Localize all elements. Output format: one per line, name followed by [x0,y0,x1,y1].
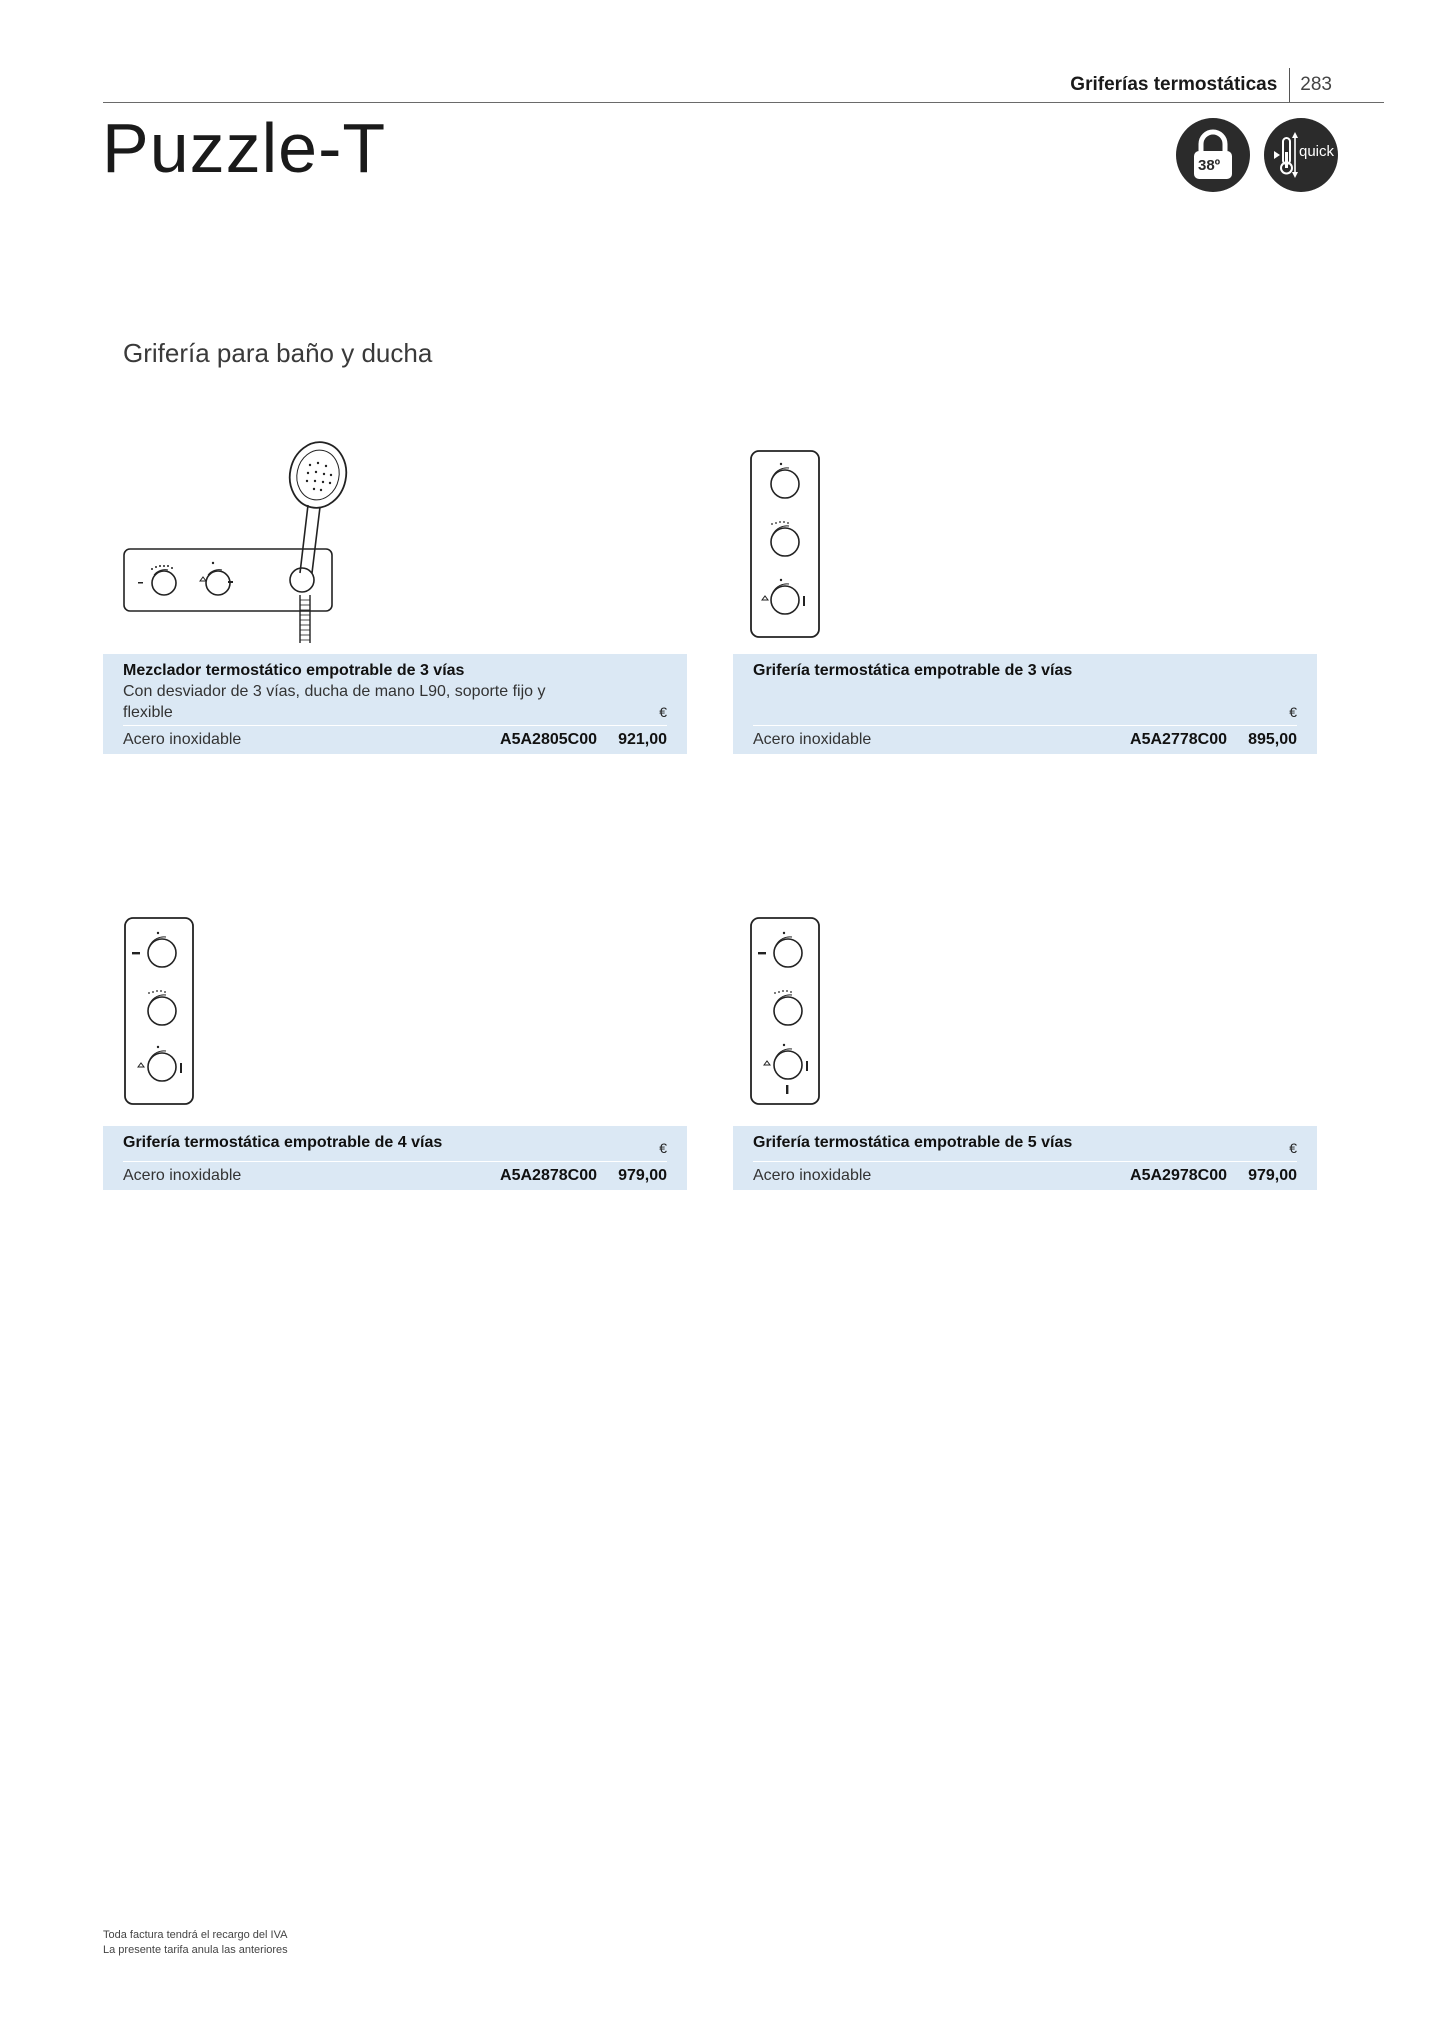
product-image-5-way-thermostatic [748,915,822,1107]
card-divider [123,725,667,726]
product-code: A5A2878C00 [500,1167,597,1184]
product-title: Grifería termostática empotrable de 3 vías [753,662,1073,679]
quick-thermostat-badge [1264,118,1338,192]
product-price: 895,00 [1248,731,1297,748]
category-title: Grifería para baño y ducha [123,338,433,368]
padlock-icon [1176,118,1250,192]
currency-label: € [659,704,667,720]
product-finish: Acero inoxidable [753,1167,872,1184]
currency-label: € [659,1140,667,1156]
currency-label: € [1289,1140,1297,1156]
header-rule [103,102,1384,103]
product-card [733,654,1317,754]
product-image-mixer-with-hand-shower [120,435,360,645]
product-finish: Acero inoxidable [123,731,242,748]
product-title: Grifería termostática empotrable de 4 vías [123,1134,443,1151]
product-image-3-way-thermostatic [748,448,822,640]
product-title: Mezclador termostático empotrable de 3 vías [123,662,465,679]
footer-note-tariff: La presente tarifa anula las anteriores [103,1944,288,1956]
product-image-4-way-thermostatic [122,915,196,1107]
product-card [103,654,687,754]
product-card [103,1126,687,1190]
page-number: 283 [1300,74,1332,95]
product-description: Con desviador de 3 vías, ducha de mano L90, soporte fijo y flexible [123,683,546,721]
product-code: A5A2778C00 [1130,731,1227,748]
currency-label: € [1289,704,1297,720]
quick-badge-label: quick [1299,143,1335,160]
product-finish: Acero inoxidable [753,731,872,748]
footer-note-vat: Toda factura tendrá el recargo del IVA [103,1929,288,1941]
product-title: Grifería termostática empotrable de 5 vías [753,1134,1073,1151]
product-code: A5A2805C00 [500,731,597,748]
footer-notes [103,1928,288,1958]
card-divider [753,725,1297,726]
product-price: 921,00 [618,731,667,748]
product-finish: Acero inoxidable [123,1167,242,1184]
running-head [1070,68,1332,102]
product-price: 979,00 [618,1167,667,1184]
product-price: 979,00 [1248,1167,1297,1184]
product-title: Puzzle-T [102,109,387,187]
product-code: A5A2978C00 [1130,1167,1227,1184]
card-divider [123,1161,667,1162]
safety-badge-label: 38º [1198,157,1221,174]
safety-lock-38-badge [1176,118,1250,192]
card-divider [753,1161,1297,1162]
section-title: Griferías termostáticas [1070,74,1278,95]
product-card [733,1126,1317,1190]
